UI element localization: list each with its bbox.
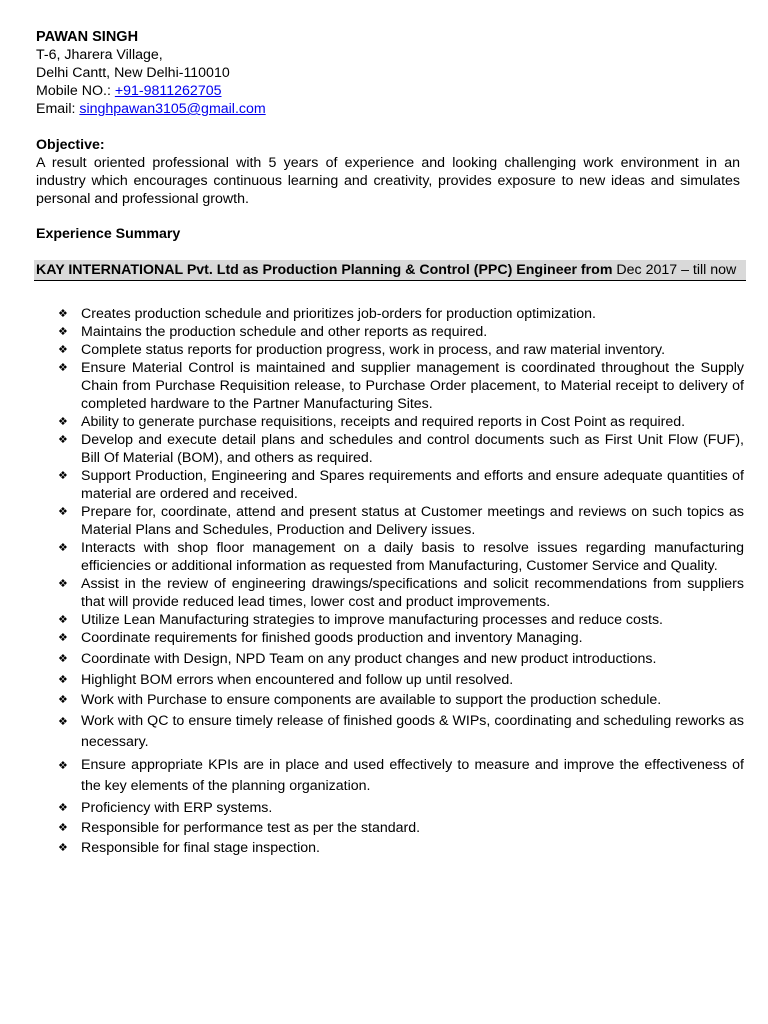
contact-block: [36, 28, 744, 118]
duty-text: Interacts with shop floor management on a daily basis to resolve issues regarding manufacturing efficiencies or additional information as requested from Manufacturing, Customer Service and Quality.: [81, 540, 744, 574]
duty-text: Assist in the review of engineering drawings/specifications and solicit recommendations from suppliers that will provide reduced lead times, lower cost and product improvements.: [81, 576, 744, 610]
address-line-1: T-6, Jharera Village,: [36, 47, 163, 63]
list-item: [36, 467, 744, 503]
employer-header: [34, 260, 746, 281]
list-item: [36, 305, 744, 323]
duty-text: Develop and execute detail plans and schedules and control documents such as First Unit Flow (FUF), Bill Of Material (BOM), and others as required.: [81, 432, 744, 466]
diamond-bullet-icon: ❖: [58, 307, 68, 320]
list-item: [36, 575, 744, 611]
duty-text: Complete status reports for production progress, work in process, and raw material inventory.: [81, 342, 666, 358]
diamond-bullet-icon: ❖: [58, 715, 68, 728]
list-item: [36, 611, 744, 629]
experience-heading: Experience Summary: [36, 226, 181, 242]
duty-text: Responsible for final stage inspection.: [81, 840, 320, 856]
employer-period: Dec 2017 – till now: [612, 262, 737, 278]
list-item: [36, 671, 744, 689]
email-label: Email:: [36, 101, 80, 117]
objective-section: [36, 136, 744, 208]
list-item: [36, 819, 744, 837]
list-item: [36, 691, 744, 709]
list-item: [36, 755, 744, 797]
address-line-2: Delhi Cantt, New Delhi-110010: [36, 65, 230, 81]
duty-text: Ensure Material Control is maintained and supplier management is coordinated throughout the Supply Chain from Purchase Requisition release, to Purchase Order placement, to Material receipt to delivery of completed hardware to the Partner Manufacturing Sites.: [81, 360, 744, 412]
list-item: [36, 431, 744, 467]
duty-text: Highlight BOM errors when encountered and follow up until resolved.: [81, 672, 514, 688]
duty-text: Utilize Lean Manufacturing strategies to improve manufacturing processes and reduce costs.: [81, 612, 663, 628]
duty-text: Maintains the production schedule and other reports as required.: [81, 324, 488, 340]
diamond-bullet-icon: ❖: [58, 801, 68, 814]
diamond-bullet-icon: ❖: [58, 821, 68, 834]
diamond-bullet-icon: ❖: [58, 325, 68, 338]
diamond-bullet-icon: ❖: [58, 343, 68, 356]
list-item: [36, 799, 744, 817]
duty-text: Responsible for performance test as per the standard.: [81, 820, 421, 836]
diamond-bullet-icon: ❖: [58, 469, 68, 482]
list-item: [36, 711, 744, 753]
duty-text: Ensure appropriate KPIs are in place and used effectively to measure and improve the effectiveness of the key elements of the planning organization.: [81, 757, 744, 794]
list-item: [36, 629, 744, 647]
employer-title: KAY INTERNATIONAL Pvt. Ltd as Production Planning & Control (PPC) Engineer from: [36, 262, 613, 278]
list-item: [36, 341, 744, 359]
diamond-bullet-icon: ❖: [58, 361, 68, 374]
list-item: [36, 839, 744, 857]
diamond-bullet-icon: ❖: [58, 673, 68, 686]
diamond-bullet-icon: ❖: [58, 577, 68, 590]
mobile-label: Mobile NO.:: [36, 83, 115, 99]
diamond-bullet-icon: ❖: [58, 433, 68, 446]
duty-text: Work with Purchase to ensure components are available to support the production schedule.: [81, 692, 662, 708]
diamond-bullet-icon: ❖: [58, 505, 68, 518]
duty-text: Support Production, Engineering and Spares requirements and efforts and ensure adequate quantities of material are ordered and received.: [81, 468, 744, 502]
diamond-bullet-icon: ❖: [58, 841, 68, 854]
duty-text: Work with QC to ensure timely release of finished goods & WIPs, coordinating and scheduling reworks as necessary.: [81, 713, 744, 750]
candidate-name: PAWAN SINGH: [36, 29, 139, 45]
diamond-bullet-icon: ❖: [58, 415, 68, 428]
objective-text: A result oriented professional with 5 years of experience and looking challenging work environment in an industry which encourages continuous learning and creativity, provides exposure to new ideas and simulates personal and professional growth.: [36, 155, 740, 207]
diamond-bullet-icon: ❖: [58, 541, 68, 554]
duty-text: Ability to generate purchase requisitions, receipts and required reports in Cost Point as required.: [81, 414, 686, 430]
duty-text: Proficiency with ERP systems.: [81, 800, 273, 816]
list-item: [36, 323, 744, 341]
diamond-bullet-icon: ❖: [58, 652, 68, 665]
duty-text: Prepare for, coordinate, attend and present status at Customer meetings and reviews on such topics as Material Plans and Schedules, Production and Delivery issues.: [81, 504, 744, 538]
duty-text: Coordinate with Design, NPD Team on any product changes and new product introductions.: [81, 651, 657, 667]
email-link[interactable]: singhpawan3105@gmail.com: [79, 101, 266, 117]
list-item: [36, 359, 744, 413]
diamond-bullet-icon: ❖: [58, 693, 68, 706]
duties-list: [36, 305, 744, 857]
list-item: [36, 650, 744, 668]
mobile-row: [36, 82, 744, 100]
diamond-bullet-icon: ❖: [58, 631, 68, 644]
duty-text: Creates production schedule and prioritizes job-orders for production optimization.: [81, 306, 596, 322]
email-row: [36, 100, 744, 118]
mobile-link[interactable]: +91-9811262705: [114, 83, 222, 99]
list-item: [36, 539, 744, 575]
objective-heading: Objective:: [36, 137, 105, 153]
list-item: [36, 413, 744, 431]
diamond-bullet-icon: ❖: [58, 613, 68, 626]
duty-text: Coordinate requirements for finished goods production and inventory Managing.: [81, 630, 583, 646]
list-item: [36, 503, 744, 539]
diamond-bullet-icon: ❖: [58, 759, 68, 772]
